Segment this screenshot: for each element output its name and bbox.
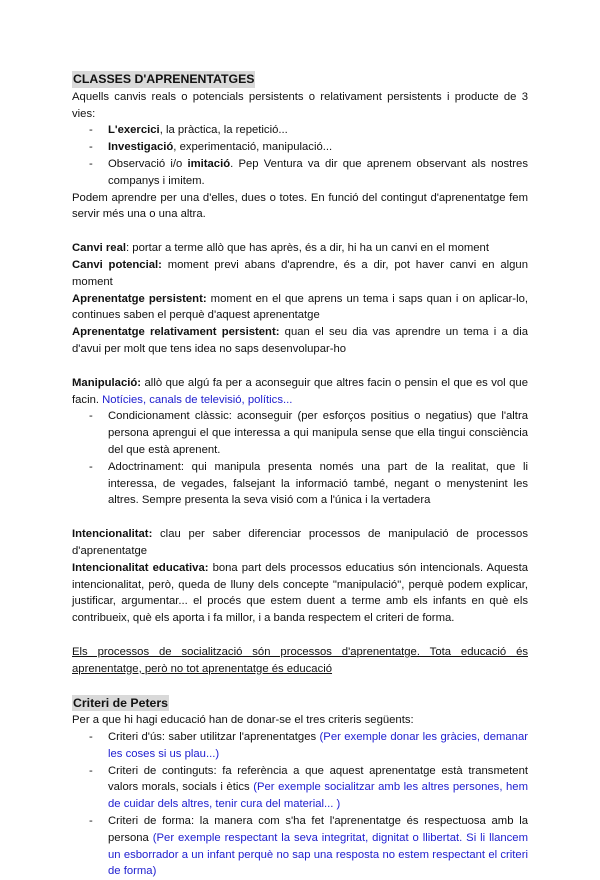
peters-criteria-list xyxy=(72,729,528,880)
manipulacio-list xyxy=(72,408,528,509)
title-text: CLASSES D'APRENENTATGES xyxy=(73,72,255,86)
socialitzacio-statement: Els processos de socialització són processos d'aprenentatge. Tota educació és aprenentatge, però no tot aprenentatge és educació xyxy=(72,645,528,675)
list-item: - Criteri d'ús: saber utilitzar l'aprenentatges (Per exemple donar les gràcies, demanar les coses si us plau...) xyxy=(72,729,528,763)
definition-aprenentatge-persistent: Aprenentatge persistent: moment en el que aprens un tema i saps quan i on aplicar-lo, continues saben el perquè d'aquest aprenentatge xyxy=(72,292,528,322)
list-item: - Condicionament clàssic: aconseguir (per esforços positius o negatius) que l'altra persona aprengui el que interessa a qui manipula sense que ella tingui consciència del que està aprenent. xyxy=(72,408,528,458)
list-item: - L'exercici, la pràctica, la repetició... xyxy=(72,122,528,139)
definition-intencionalitat-educativa: Intencionalitat educativa: bona part dels processos educatius són intencionals. Aquesta intencionalitat, però, queda de lluny dels concepte "manipulació", perquè podem explicar, justificar, argumentar... el procés que estem duent a terme amb els infants en què els contribueix, què els aporta i fa millor, i a banda respectem el criteri de forma. xyxy=(72,561,528,625)
definition-canvi-real: Canvi real: portar a terme allò que has après, és a dir, hi ha un canvi en el moment xyxy=(72,242,489,255)
manipulacio-paragraph: Manipulació: allò que algú fa per a aconseguir que altres facin o pensin el que es vol que facin. Notícies, canals de televisió, polítics... xyxy=(72,376,528,406)
definition-aprenentatge-relativament-persistent: Aprenentatge relativament persistent: quan el seu dia vas aprendre un tema i a dia d'avui per molt que tens idea no saps desenvolupar-ho xyxy=(72,326,528,355)
peters-heading-text: Criteri de Peters xyxy=(73,695,169,710)
vies-list xyxy=(72,122,528,189)
document-title xyxy=(72,71,528,89)
list-item: - Adoctrinament: qui manipula presenta només una part de la realitat, que li interessa, de vegades, falsejant la informació també, negant o menystenint les altres. Sempre presenta la seva visió com a l'única i la vertadera xyxy=(72,459,528,509)
manipulacio-examples: Notícies, canals de televisió, polítics... xyxy=(102,393,293,406)
list-item: - Observació i/o imitació. Pep Ventura va dir que aprenem observant als nostres companys i imitem. xyxy=(72,156,528,190)
peters-heading xyxy=(72,695,528,713)
peters-intro: Per a que hi hagi educació han de donar-se el tres criteris següents: xyxy=(72,714,414,727)
vies-note: Podem aprendre per una d'elles, dues o totes. En funció del contingut d'aprenentatge fem servir més una o una altra. xyxy=(72,191,528,221)
list-item: - Criteri de forma: la manera com s'ha fet l'aprenentatge és respectuosa amb la persona (Per exemple respectant la seva integritat, dignitat o llibertat. Si li llancem un esborrador a un infant perquè no sap una resposta no estem respectant el criteri de forma) xyxy=(72,813,528,880)
document-page xyxy=(72,71,528,880)
intro-paragraph: Aquells canvis reals o potencials persistents o relativament persistents i producte de 3 vies: xyxy=(72,90,528,120)
definition-intencionalitat: Intencionalitat: clau per saber diferenciar processos de manipulació de processos d'aprenentatge xyxy=(72,528,528,557)
list-item: - Investigació, experimentació, manipulació... xyxy=(72,139,528,156)
definition-canvi-potencial: Canvi potencial: moment previ abans d'aprendre, és a dir, pot haver canvi en algun moment xyxy=(72,258,528,288)
list-item: - Criteri de continguts: fa referència a que aquest aprenentatge està transmetent valors morals, socials i ètics (Per exemple socialitzar amb les altres persones, hem de cuidar dels altres, tenir cura del material... ) xyxy=(72,763,528,813)
